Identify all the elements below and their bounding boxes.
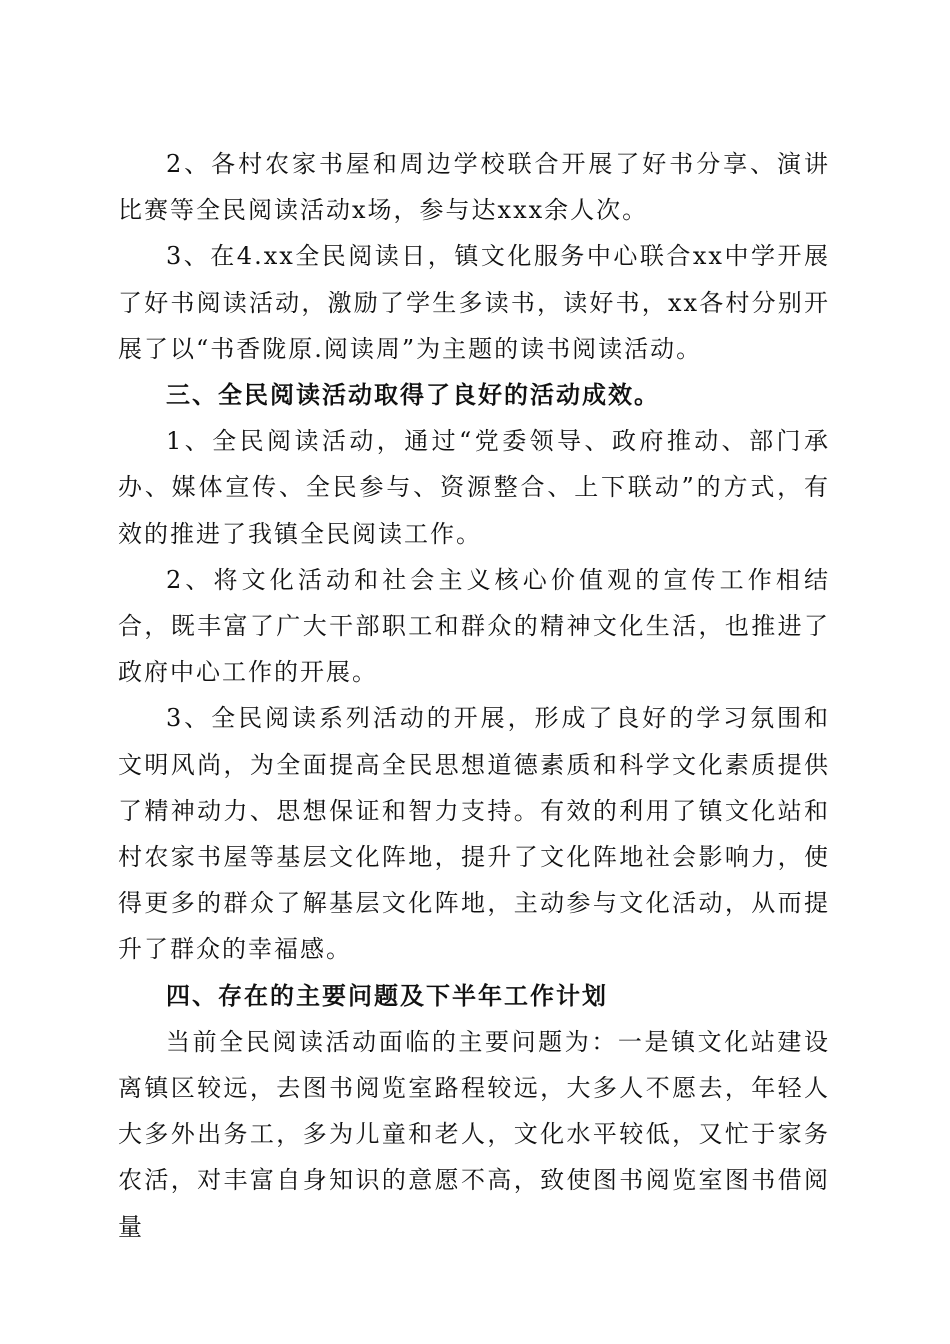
paragraph-village-bookhouse-activities: 2、各村农家书屋和周边学校联合开展了好书分享、演讲比赛等全民阅读活动x场，参与达xxx余人次。 [118, 150, 830, 225]
paragraph-result-2: 2、将文化活动和社会主义核心价值观的宣传工作相结合，既丰富了广大干部职工和群众的精神文化生活，也推进了政府中心工作的开展。 [118, 565, 830, 687]
section-heading-problems-plan: 四、存在的主要问题及下半年工作计划 [166, 981, 608, 1010]
paragraph-result-3: 3、全民阅读系列活动的开展，形成了良好的学习氛围和文明风尚，为全面提高全民思想道德素质和科学文化素质提供了精神动力、思想保证和智力支持。有效的利用了镇文化站和村农家书屋等基层文化阵地，提升了文化阵地社会影响力，使得更多的群众了解基层文化阵地，主动参与文化活动，从而提升了群众的幸福感。 [118, 704, 830, 964]
paragraph-problems: 当前全民阅读活动面临的主要问题为：一是镇文化站建设离镇区较远，去图书阅览室路程较远，大多人不愿去，年轻人大多外出务工，多为儿童和老人，文化水平较低，又忙于家务农活，对丰富自身知识的意愿不高，致使图书阅览室图书借阅量 [118, 1027, 830, 1241]
paragraph-reading-day: 3、在4.xx全民阅读日，镇文化服务中心联合xx中学开展了好书阅读活动，激励了学生多读书，读好书，xx各村分别开展了以“书香陇原.阅读周”为主题的读书阅读活动。 [118, 242, 830, 363]
document-body [118, 141, 830, 1250]
paragraph-result-1: 1、全民阅读活动，通过“党委领导、政府推动、部门承办、媒体宣传、全民参与、资源整合、上下联动”的方式，有效的推进了我镇全民阅读工作。 [118, 427, 830, 548]
section-heading-results: 三、全民阅读活动取得了良好的活动成效。 [166, 381, 660, 410]
